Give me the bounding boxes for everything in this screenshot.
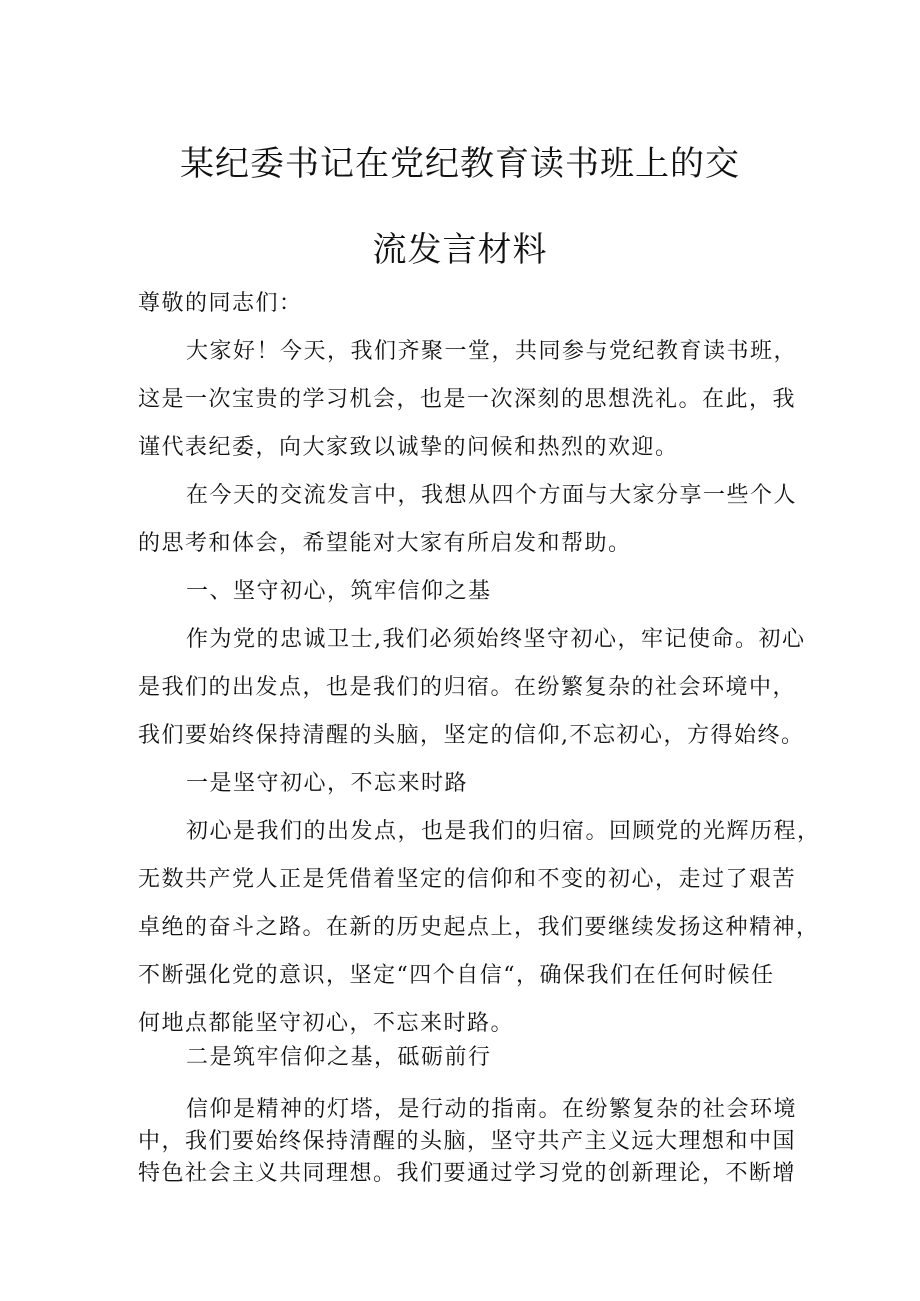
paragraph-line: 的思考和体会，希望能对大家有所启发和帮助。 [138, 531, 632, 556]
paragraph-line: 作为党的忠诚卫士,我们必须始终坚守初心，牢记使命。初心 [186, 627, 806, 652]
paragraph-line: 谨代表纪委，向大家致以诚挚的问候和热烈的欢迎。 [138, 435, 679, 460]
paragraph-line: 大家好！今天，我们齐聚一堂，共同参与党纪教育读书班， [186, 339, 798, 364]
paragraph-line: 中，我们要始终保持清醒的头脑，坚守共产主义远大理想和中国 [138, 1129, 797, 1154]
paragraph-line: 我们要始终保持清醒的头脑，坚定的信仰,不忘初心，方得始终。 [138, 723, 805, 748]
paragraph-line: 特色社会主义共同理想。我们要通过学习党的创新理论，不断增 [138, 1161, 797, 1186]
paragraph-line: 不断强化党的意识，坚定“四个自信“，确保我们在任何时候任 [138, 963, 775, 988]
paragraph-line: 无数共产党人正是凭借着坚定的信仰和不变的初心，走过了艰苦 [138, 867, 797, 892]
paragraph-line: 在今天的交流发言中，我想从四个方面与大家分享一些个人 [186, 483, 798, 508]
document-title-line-2: 流发言材料 [372, 230, 548, 270]
subsection-heading: 一是坚守初心，不忘来时路 [186, 771, 469, 796]
document-title-line-1: 某纪委书记在党纪教育读书班上的交 [180, 144, 740, 184]
salutation: 尊敬的同志们： [138, 291, 303, 316]
paragraph-line: 初心是我们的出发点，也是我们的归宿。回顾党的光辉历程， [186, 819, 821, 844]
paragraph-line: 这是一次宝贵的学习机会，也是一次深刻的思想洗礼。在此，我 [138, 387, 797, 412]
paragraph-line: 卓绝的奋斗之路。在新的历史起点上，我们要继续发扬这种精神， [138, 915, 820, 940]
section-heading: 一、坚守初心，筑牢信仰之基 [186, 579, 492, 604]
paragraph-line: 是我们的出发点，也是我们的归宿。在纷繁复杂的社会环境中， [138, 675, 797, 700]
paragraph-line: 何地点都能坚守初心，不忘来时路。 [138, 1011, 515, 1036]
subsection-heading: 二是筑牢信仰之基，砥砺前行 [186, 1045, 492, 1070]
paragraph-line: 信仰是精神的灯塔，是行动的指南。在纷繁复杂的社会环境 [186, 1097, 798, 1122]
